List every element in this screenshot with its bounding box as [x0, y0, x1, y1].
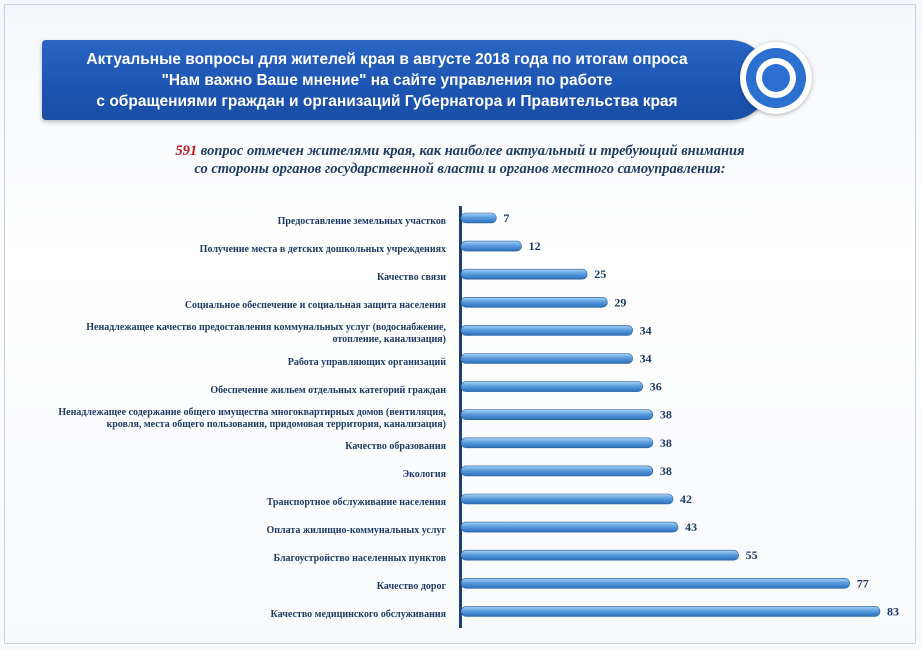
category-label-line: Обеспечение жильем отдельных категорий граждан [210, 384, 446, 396]
bar-10 [461, 494, 673, 504]
bar-1 [461, 241, 522, 251]
value-label-7: 38 [659, 407, 672, 422]
category-label-line: Экология [402, 468, 446, 480]
category-label-line: кровля, места общего пользования, придомовая территория, канализация) [106, 418, 446, 430]
category-label-line: Ненадлежащее содержание общего имущества многоквартирных домов (вентиляция, [58, 406, 446, 418]
value-label-1: 12 [528, 239, 541, 254]
value-label-14: 83 [887, 604, 899, 619]
category-label-line: Ненадлежащее качество предоставления коммунальных услуг (водоснабжение, [86, 322, 446, 334]
category-label-line: Предоставление земельных участков [277, 216, 446, 227]
value-label-12: 55 [745, 548, 758, 563]
category-label-line: Благоустройство населенных пунктов [273, 553, 446, 565]
category-label-line: Качество дорог [376, 581, 446, 593]
value-label-10: 42 [680, 492, 693, 506]
bar-3 [461, 297, 607, 307]
bar-8 [461, 438, 653, 448]
category-label-line: Работа управляющих организаций [287, 356, 446, 368]
bar-9 [461, 466, 653, 476]
title-line-1: Актуальные вопросы для жителей края в августе 2018 года по итогам опроса [86, 51, 688, 68]
value-label-8: 38 [659, 435, 672, 450]
bar-4 [461, 325, 633, 335]
title-line-2: "Нам важно Ваше мнение" на сайте управления по работе [161, 72, 613, 89]
value-label-5: 34 [639, 351, 652, 366]
bar-7 [461, 410, 653, 420]
bar-14 [461, 606, 880, 616]
bar-12 [461, 550, 739, 560]
bar-13 [461, 578, 850, 588]
category-label-line: Качество связи [377, 272, 446, 284]
value-label-3: 29 [614, 295, 627, 310]
bar-0 [461, 213, 496, 223]
total-count: 591 [175, 143, 198, 159]
value-label-6: 36 [649, 379, 662, 394]
subtitle-line-2: со стороны органов государственной власти и органов местного самоуправления: [194, 161, 726, 177]
title-line-3: с обращениями граждан и организаций Губернатора и Правительства края [96, 93, 678, 110]
category-label-line: Получение места в детских дошкольных учреждениях [199, 244, 446, 256]
subtitle-text-1: вопрос отмечен жителями края, как наиболее актуальный и требующий внимания [197, 143, 745, 159]
category-label-line: Качество образования [345, 440, 446, 452]
value-label-0: 7 [503, 211, 510, 225]
bar-5 [461, 354, 633, 364]
bar-6 [461, 382, 643, 392]
value-label-11: 43 [685, 520, 698, 535]
category-label-line: Социальное обеспечение и социальная защита населения [184, 300, 446, 312]
bar-11 [461, 522, 678, 532]
category-label-line: Качество медицинского обслуживания [270, 609, 446, 621]
bar-2 [461, 269, 587, 279]
category-label-line: Оплата жилищно-коммунальных услуг [266, 525, 446, 537]
category-label-line: отопление, канализация) [332, 334, 446, 346]
value-label-13: 77 [856, 576, 869, 591]
value-label-4: 34 [639, 323, 652, 338]
value-label-9: 38 [659, 463, 672, 478]
category-label-line: Транспортное обслуживание населения [266, 497, 446, 508]
value-label-2: 25 [594, 267, 607, 282]
